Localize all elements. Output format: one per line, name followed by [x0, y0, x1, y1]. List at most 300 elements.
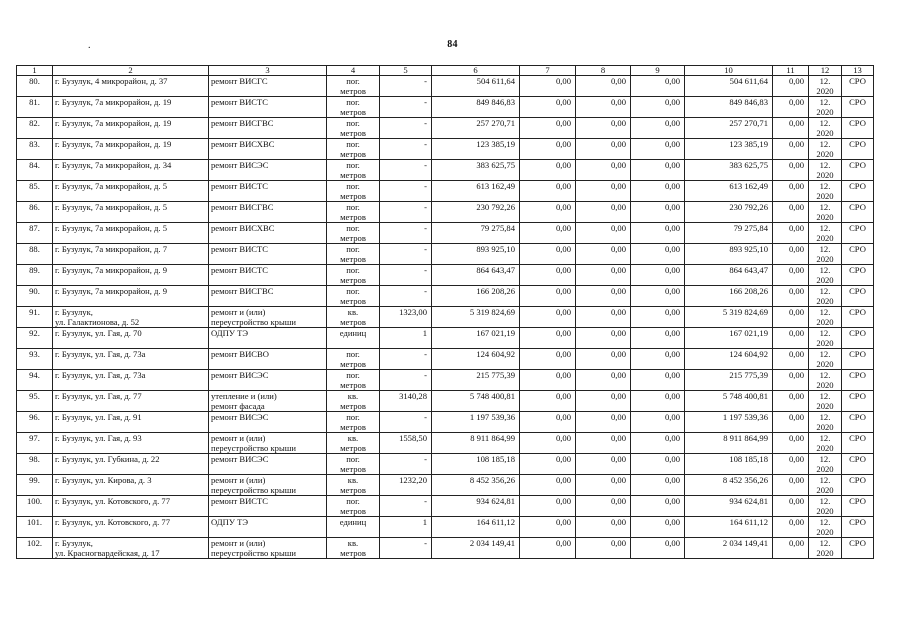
deadline-cell-line: 2020	[816, 422, 834, 432]
unit-cell	[327, 517, 380, 538]
col9-cell: 0,00	[631, 160, 685, 181]
address-cell-line: ул. Красногвардейская, д. 17	[55, 548, 160, 558]
deadline-cell-line: 2020	[816, 317, 834, 327]
table-row	[17, 223, 874, 244]
col8-cell: 0,00	[576, 244, 631, 265]
col9-cell: 0,00	[631, 391, 685, 412]
unit-cell-line: метров	[340, 443, 366, 453]
address-cell-line: г. Бузулук, ул. Гая, д. 73а	[55, 349, 146, 359]
address-cell-line: г. Бузулук, 7а микрорайон, д. 9	[55, 265, 167, 275]
address-cell	[53, 97, 209, 118]
col9-cell: 0,00	[631, 454, 685, 475]
method-cell: СРО	[842, 370, 874, 391]
deadline-cell-line: 12.	[819, 160, 831, 170]
unit-cell-line: пог.	[346, 202, 360, 212]
col7-cell: 0,00	[520, 517, 576, 538]
total-cost-cell: 108 185,18	[432, 454, 520, 475]
method-cell: СРО	[842, 286, 874, 307]
row-number: 96.	[17, 412, 53, 433]
address-cell-line: г. Бузулук, 4 микрорайон, д. 37	[55, 76, 168, 86]
address-cell	[53, 160, 209, 181]
deadline-cell-line: 12.	[819, 181, 831, 191]
column-header-5: 5	[380, 66, 432, 76]
work-type-cell-line: ремонт ВИСГС	[211, 76, 268, 86]
deadline-cell-line: 12.	[819, 370, 831, 380]
unit-cell-line: метров	[340, 107, 366, 117]
unit-cell	[327, 97, 380, 118]
col8-cell: 0,00	[576, 139, 631, 160]
col11-cell: 0,00	[773, 538, 809, 559]
volume-cell: -	[380, 76, 432, 97]
col8-cell: 0,00	[576, 160, 631, 181]
col10-cell: 215 775,39	[685, 370, 773, 391]
total-cost-cell: 5 319 824,69	[432, 307, 520, 328]
col7-cell: 0,00	[520, 454, 576, 475]
col11-cell: 0,00	[773, 139, 809, 160]
unit-cell-line: метров	[340, 170, 366, 180]
volume-cell: -	[380, 97, 432, 118]
unit-cell-line: метров	[340, 296, 366, 306]
row-number: 88.	[17, 244, 53, 265]
unit-cell-line: пог.	[346, 454, 360, 464]
table-row	[17, 349, 874, 370]
deadline-cell	[809, 349, 842, 370]
work-type-cell-line: ремонт ВИСЭС	[211, 160, 269, 170]
row-number: 87.	[17, 223, 53, 244]
col9-cell: 0,00	[631, 517, 685, 538]
unit-cell-line: кв.	[347, 391, 359, 401]
address-cell-line: г. Бузулук, 7а микрорайон, д. 5	[55, 181, 167, 191]
col10-cell: 166 208,26	[685, 286, 773, 307]
total-cost-cell: 164 611,12	[432, 517, 520, 538]
column-header-12: 12	[809, 66, 842, 76]
volume-cell: -	[380, 160, 432, 181]
deadline-cell-line: 2020	[816, 254, 834, 264]
unit-cell-line: пог.	[346, 496, 360, 506]
unit-cell-line: метров	[340, 506, 366, 516]
col7-cell: 0,00	[520, 496, 576, 517]
work-type-cell	[209, 412, 327, 433]
work-type-cell	[209, 391, 327, 412]
method-cell: СРО	[842, 433, 874, 454]
volume-cell: -	[380, 118, 432, 139]
volume-cell: -	[380, 412, 432, 433]
work-type-cell-line: ремонт ВИСТС	[211, 181, 269, 191]
deadline-cell	[809, 412, 842, 433]
method-cell: СРО	[842, 76, 874, 97]
address-cell	[53, 370, 209, 391]
deadline-cell-line: 12.	[819, 307, 831, 317]
col8-cell: 0,00	[576, 538, 631, 559]
table-row	[17, 412, 874, 433]
unit-cell	[327, 454, 380, 475]
col7-cell: 0,00	[520, 244, 576, 265]
unit-cell	[327, 391, 380, 412]
table-row	[17, 286, 874, 307]
deadline-cell-line: 12.	[819, 475, 831, 485]
address-cell-line: г. Бузулук, 7а микрорайон, д. 7	[55, 244, 167, 254]
address-cell-line: г. Бузулук, 7а микрорайон, д. 5	[55, 223, 167, 233]
table-row	[17, 76, 874, 97]
table-row	[17, 454, 874, 475]
volume-cell: -	[380, 202, 432, 223]
total-cost-cell: 893 925,10	[432, 244, 520, 265]
method-cell: СРО	[842, 160, 874, 181]
row-number: 100.	[17, 496, 53, 517]
column-header-11: 11	[773, 66, 809, 76]
method-cell: СРО	[842, 517, 874, 538]
total-cost-cell: 864 643,47	[432, 265, 520, 286]
table-row	[17, 160, 874, 181]
address-cell-line: г. Бузулук,	[55, 307, 93, 317]
address-cell-line: г. Бузулук, ул. Гая, д. 77	[55, 391, 142, 401]
total-cost-cell: 8 452 356,26	[432, 475, 520, 496]
col8-cell: 0,00	[576, 391, 631, 412]
work-type-cell-line: ремонт ВИСГВС	[211, 286, 274, 296]
col7-cell: 0,00	[520, 433, 576, 454]
deadline-cell-line: 12.	[819, 202, 831, 212]
col7-cell: 0,00	[520, 181, 576, 202]
row-number: 83.	[17, 139, 53, 160]
col10-cell: 1 197 539,36	[685, 412, 773, 433]
unit-cell-line: кв.	[347, 307, 359, 317]
col7-cell: 0,00	[520, 370, 576, 391]
unit-cell-line: пог.	[346, 286, 360, 296]
unit-cell-line: метров	[340, 86, 366, 96]
col8-cell: 0,00	[576, 181, 631, 202]
address-cell	[53, 139, 209, 160]
col11-cell: 0,00	[773, 160, 809, 181]
table-body	[17, 76, 874, 559]
total-cost-cell: 166 208,26	[432, 286, 520, 307]
total-cost-cell: 215 775,39	[432, 370, 520, 391]
col10-cell: 164 611,12	[685, 517, 773, 538]
col9-cell: 0,00	[631, 265, 685, 286]
address-cell	[53, 475, 209, 496]
col11-cell: 0,00	[773, 475, 809, 496]
unit-cell-line: единиц	[339, 328, 367, 338]
deadline-cell-line: 2020	[816, 443, 834, 453]
col7-cell: 0,00	[520, 160, 576, 181]
deadline-cell	[809, 244, 842, 265]
col9-cell: 0,00	[631, 76, 685, 97]
address-cell	[53, 307, 209, 328]
col7-cell: 0,00	[520, 412, 576, 433]
deadline-cell-line: 12.	[819, 433, 831, 443]
col10-cell: 934 624,81	[685, 496, 773, 517]
col9-cell: 0,00	[631, 286, 685, 307]
deadline-cell-line: 2020	[816, 191, 834, 201]
method-cell: СРО	[842, 454, 874, 475]
address-cell	[53, 538, 209, 559]
method-cell: СРО	[842, 265, 874, 286]
unit-cell-line: метров	[340, 359, 366, 369]
unit-cell	[327, 538, 380, 559]
address-cell	[53, 412, 209, 433]
address-cell	[53, 496, 209, 517]
total-cost-cell: 79 275,84	[432, 223, 520, 244]
deadline-cell-line: 12.	[819, 391, 831, 401]
table-row	[17, 244, 874, 265]
deadline-cell-line: 12.	[819, 454, 831, 464]
work-type-cell	[209, 475, 327, 496]
col11-cell: 0,00	[773, 118, 809, 139]
col9-cell: 0,00	[631, 412, 685, 433]
col8-cell: 0,00	[576, 76, 631, 97]
col7-cell: 0,00	[520, 202, 576, 223]
deadline-cell	[809, 97, 842, 118]
unit-cell	[327, 160, 380, 181]
deadline-cell	[809, 517, 842, 538]
method-cell: СРО	[842, 349, 874, 370]
unit-cell-line: кв.	[347, 538, 359, 548]
work-type-cell	[209, 76, 327, 97]
unit-cell-line: пог.	[346, 412, 360, 422]
address-cell-line: г. Бузулук, 7а микрорайон, д. 34	[55, 160, 172, 170]
work-type-cell-line: переустройство крыши	[211, 443, 296, 453]
volume-cell: -	[380, 349, 432, 370]
method-cell: СРО	[842, 391, 874, 412]
work-type-cell-line: ремонт ВИСЭС	[211, 454, 269, 464]
address-cell-line: г. Бузулук, ул. Кирова, д. 3	[55, 475, 152, 485]
method-cell: СРО	[842, 475, 874, 496]
deadline-cell-line: 12.	[819, 286, 831, 296]
volume-cell: -	[380, 286, 432, 307]
col10-cell: 849 846,83	[685, 97, 773, 118]
unit-cell-line: пог.	[346, 244, 360, 254]
row-number: 94.	[17, 370, 53, 391]
work-type-cell-line: ремонт ВИСЭС	[211, 370, 269, 380]
deadline-cell-line: 2020	[816, 170, 834, 180]
deadline-cell	[809, 475, 842, 496]
table-row	[17, 181, 874, 202]
col11-cell: 0,00	[773, 76, 809, 97]
col9-cell: 0,00	[631, 97, 685, 118]
col7-cell: 0,00	[520, 538, 576, 559]
total-cost-cell: 124 604,92	[432, 349, 520, 370]
unit-cell-line: метров	[340, 380, 366, 390]
unit-cell	[327, 223, 380, 244]
volume-cell: -	[380, 181, 432, 202]
unit-cell	[327, 286, 380, 307]
col11-cell: 0,00	[773, 412, 809, 433]
work-type-cell	[209, 307, 327, 328]
column-header-10: 10	[685, 66, 773, 76]
col10-cell: 504 611,64	[685, 76, 773, 97]
table-row	[17, 97, 874, 118]
col11-cell: 0,00	[773, 181, 809, 202]
repair-schedule-table	[16, 65, 874, 559]
volume-cell: 1323,00	[380, 307, 432, 328]
table-row	[17, 517, 874, 538]
column-header-3: 3	[209, 66, 327, 76]
col8-cell: 0,00	[576, 97, 631, 118]
col9-cell: 0,00	[631, 496, 685, 517]
col7-cell: 0,00	[520, 349, 576, 370]
work-type-cell-line: ремонт и (или)	[211, 307, 266, 317]
page-dot: .	[88, 40, 91, 51]
work-type-cell-line: переустройство крыши	[211, 485, 296, 495]
unit-cell-line: пог.	[346, 223, 360, 233]
total-cost-cell: 167 021,19	[432, 328, 520, 349]
work-type-cell-line: переустройство крыши	[211, 317, 296, 327]
col11-cell: 0,00	[773, 244, 809, 265]
work-type-cell-line: ремонт ВИСЭС	[211, 412, 269, 422]
address-cell-line: г. Бузулук, 7а микрорайон, д. 9	[55, 286, 167, 296]
col10-cell: 383 625,75	[685, 160, 773, 181]
volume-cell: -	[380, 370, 432, 391]
table-row	[17, 307, 874, 328]
deadline-cell-line: 2020	[816, 233, 834, 243]
row-number: 92.	[17, 328, 53, 349]
deadline-cell-line: 12.	[819, 538, 831, 548]
col9-cell: 0,00	[631, 307, 685, 328]
col11-cell: 0,00	[773, 496, 809, 517]
work-type-cell	[209, 265, 327, 286]
deadline-cell-line: 12.	[819, 223, 831, 233]
col9-cell: 0,00	[631, 349, 685, 370]
unit-cell-line: метров	[340, 401, 366, 411]
address-cell-line: ул. Галактионова, д. 52	[55, 317, 140, 327]
table-row	[17, 475, 874, 496]
col8-cell: 0,00	[576, 202, 631, 223]
unit-cell-line: метров	[340, 317, 366, 327]
work-type-cell-line: ремонт ВИСТС	[211, 265, 269, 275]
work-type-cell	[209, 223, 327, 244]
col11-cell: 0,00	[773, 97, 809, 118]
method-cell: СРО	[842, 412, 874, 433]
address-cell-line: г. Бузулук, ул. Губкина, д. 22	[55, 454, 160, 464]
unit-cell-line: метров	[340, 275, 366, 285]
unit-cell-line: кв.	[347, 475, 359, 485]
col11-cell: 0,00	[773, 454, 809, 475]
col11-cell: 0,00	[773, 202, 809, 223]
total-cost-cell: 2 034 149,41	[432, 538, 520, 559]
row-number: 84.	[17, 160, 53, 181]
col10-cell: 2 034 149,41	[685, 538, 773, 559]
address-cell-line: г. Бузулук, ул. Гая, д. 93	[55, 433, 142, 443]
volume-cell: 1	[380, 328, 432, 349]
deadline-cell-line: 2020	[816, 338, 834, 348]
unit-cell	[327, 244, 380, 265]
address-cell	[53, 202, 209, 223]
col7-cell: 0,00	[520, 328, 576, 349]
row-number: 97.	[17, 433, 53, 454]
col7-cell: 0,00	[520, 265, 576, 286]
work-type-cell-line: ремонт ВИСГВС	[211, 118, 274, 128]
unit-cell-line: метров	[340, 548, 366, 558]
row-number: 91.	[17, 307, 53, 328]
method-cell: СРО	[842, 202, 874, 223]
work-type-cell-line: ремонт ВИСТС	[211, 97, 269, 107]
unit-cell-line: пог.	[346, 76, 360, 86]
total-cost-cell: 849 846,83	[432, 97, 520, 118]
col11-cell: 0,00	[773, 370, 809, 391]
total-cost-cell: 257 270,71	[432, 118, 520, 139]
deadline-cell-line: 2020	[816, 548, 834, 558]
address-cell	[53, 181, 209, 202]
deadline-cell	[809, 391, 842, 412]
col9-cell: 0,00	[631, 118, 685, 139]
work-type-cell-line: ремонт ВИСХВС	[211, 223, 275, 233]
deadline-cell-line: 12.	[819, 97, 831, 107]
table-row	[17, 496, 874, 517]
col7-cell: 0,00	[520, 475, 576, 496]
col10-cell: 123 385,19	[685, 139, 773, 160]
col9-cell: 0,00	[631, 538, 685, 559]
address-cell-line: г. Бузулук, 7а микрорайон, д. 5	[55, 202, 167, 212]
work-type-cell-line: ремонт ВИСТС	[211, 244, 269, 254]
table-row	[17, 265, 874, 286]
unit-cell	[327, 202, 380, 223]
row-number: 86.	[17, 202, 53, 223]
unit-cell-line: пог.	[346, 139, 360, 149]
deadline-cell-line: 12.	[819, 349, 831, 359]
volume-cell: 3140,28	[380, 391, 432, 412]
address-cell	[53, 454, 209, 475]
deadline-cell-line: 2020	[816, 359, 834, 369]
unit-cell	[327, 370, 380, 391]
work-type-cell-line: переустройство крыши	[211, 548, 296, 558]
column-header-7: 7	[520, 66, 576, 76]
total-cost-cell: 8 911 864,99	[432, 433, 520, 454]
col10-cell: 864 643,47	[685, 265, 773, 286]
total-cost-cell: 123 385,19	[432, 139, 520, 160]
col8-cell: 0,00	[576, 307, 631, 328]
work-type-cell	[209, 433, 327, 454]
unit-cell	[327, 412, 380, 433]
work-type-cell	[209, 139, 327, 160]
col10-cell: 230 792,26	[685, 202, 773, 223]
work-type-cell-line: ОДПУ ТЭ	[211, 328, 249, 338]
work-type-cell	[209, 538, 327, 559]
work-type-cell-line: ОДПУ ТЭ	[211, 517, 249, 527]
deadline-cell	[809, 307, 842, 328]
unit-cell-line: метров	[340, 233, 366, 243]
method-cell: СРО	[842, 244, 874, 265]
unit-cell-line: пог.	[346, 181, 360, 191]
unit-cell-line: метров	[340, 464, 366, 474]
deadline-cell-line: 2020	[816, 86, 834, 96]
row-number: 90.	[17, 286, 53, 307]
address-cell	[53, 349, 209, 370]
unit-cell-line: пог.	[346, 349, 360, 359]
unit-cell-line: метров	[340, 422, 366, 432]
address-cell	[53, 265, 209, 286]
deadline-cell	[809, 328, 842, 349]
col10-cell: 108 185,18	[685, 454, 773, 475]
col8-cell: 0,00	[576, 286, 631, 307]
col10-cell: 124 604,92	[685, 349, 773, 370]
deadline-cell-line: 2020	[816, 401, 834, 411]
deadline-cell-line: 12.	[819, 139, 831, 149]
unit-cell	[327, 265, 380, 286]
work-type-cell	[209, 370, 327, 391]
work-type-cell-line: ремонт фасада	[211, 401, 265, 411]
unit-cell-line: пог.	[346, 118, 360, 128]
table-row	[17, 433, 874, 454]
unit-cell-line: пог.	[346, 265, 360, 275]
work-type-cell	[209, 286, 327, 307]
table-row	[17, 391, 874, 412]
unit-cell-line: метров	[340, 485, 366, 495]
col11-cell: 0,00	[773, 265, 809, 286]
address-cell	[53, 223, 209, 244]
table-row	[17, 370, 874, 391]
col9-cell: 0,00	[631, 139, 685, 160]
address-cell-line: г. Бузулук, ул. Котовского, д. 77	[55, 496, 171, 506]
work-type-cell-line: утепление и (или)	[211, 391, 277, 401]
